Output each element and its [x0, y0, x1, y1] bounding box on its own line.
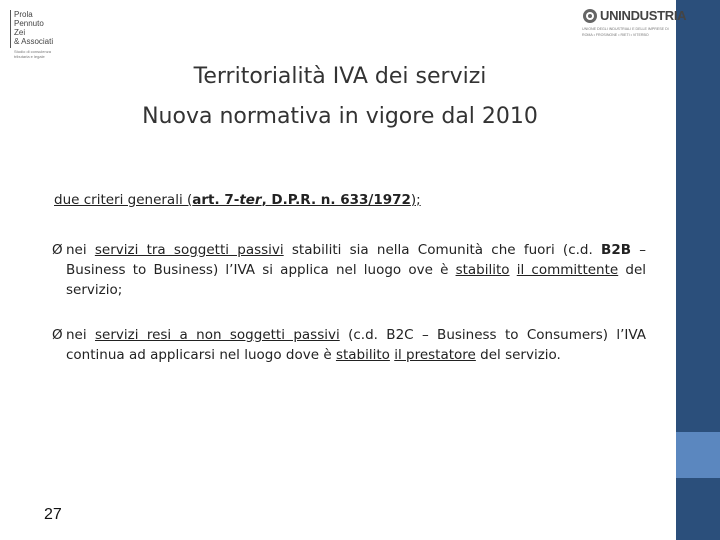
page-number: 27	[44, 506, 62, 523]
bullet-seg: del servizio.	[475, 347, 561, 363]
slide-title-line2: Nuova normativa in vigore dal 2010	[142, 104, 538, 129]
unindustria-logo	[580, 6, 687, 46]
bullet-seg-underlined: il committente	[516, 262, 619, 278]
arrow-bullet-icon: Ø	[52, 327, 63, 343]
bullet-seg: nei	[66, 327, 95, 343]
bullet-seg	[510, 262, 517, 278]
bullet-seg-underlined: servizi resi a non soggetti passivi	[94, 327, 340, 343]
legal-reference	[192, 192, 411, 208]
emblem-icon	[582, 8, 598, 24]
bullet-seg: – Business to Business) l’IVA si applica nel luogo ove è	[66, 242, 647, 278]
ref-italic: ter	[239, 192, 262, 208]
bullet-seg-underlined: stabilito	[335, 347, 390, 363]
ref-prefix: art. 7-	[192, 192, 240, 208]
logo-divider	[10, 10, 11, 48]
unindustria-subtitle: UNIONE DEGLI INDUSTRIALI E DELLE IMPRESE DI ROMA • FROSINONE • RIETI • VITERBO	[582, 27, 669, 37]
intro-lead: due criteri generali (	[54, 192, 193, 208]
bullet-seg-bold: B2B	[601, 242, 632, 258]
law-firm-tagline: Studio di consulenza tributaria e legale	[14, 49, 51, 59]
bullet-seg: (c.d. B2C – Business to Consumers) l’IVA continua ad applicarsi nel luogo dove è	[66, 327, 646, 363]
law-firm-name: Prola Pennuto Zei & Associati	[14, 10, 54, 46]
sidebar-accent-band	[676, 432, 720, 478]
bullet-b2b	[52, 240, 646, 300]
bullet-seg-underlined: servizi tra soggetti passivi	[94, 242, 284, 258]
unindustria-brand: UNINDUSTRIA	[600, 8, 687, 23]
bullet-text	[66, 240, 646, 300]
intro-end: );	[410, 192, 421, 208]
slide-title-line1: Territorialità IVA dei servizi	[193, 64, 487, 89]
arrow-bullet-icon: Ø	[52, 242, 63, 258]
bullet-text	[66, 325, 646, 365]
law-firm-logo	[6, 6, 86, 64]
ref-suffix: , D.P.R. n. 633/1972	[261, 192, 411, 208]
bullet-seg-underlined: stabilito	[455, 262, 510, 278]
bullet-seg: stabiliti sia nella Comunità che fuori (c.d.	[283, 242, 602, 258]
bullet-seg-underlined: il prestatore	[394, 347, 476, 363]
bullet-b2c	[52, 325, 646, 365]
bullet-seg: del servizio;	[66, 262, 647, 298]
bullet-seg: nei	[66, 242, 95, 258]
intro-text	[54, 192, 421, 208]
